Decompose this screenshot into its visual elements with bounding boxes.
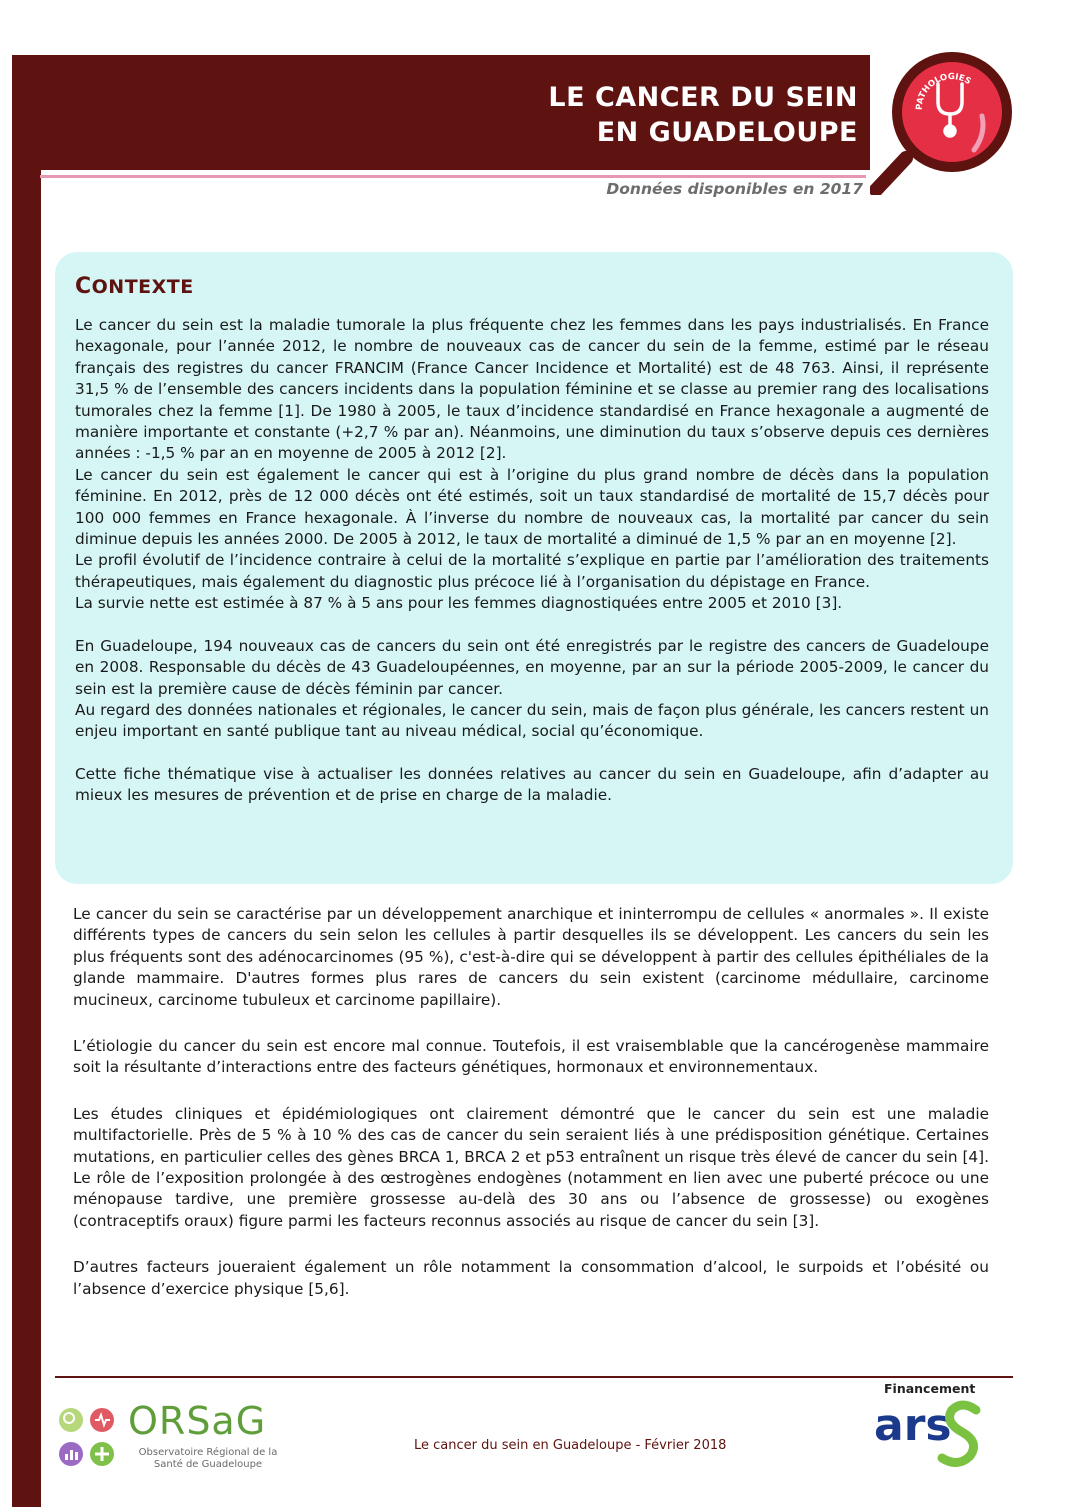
- magnifier-icon: [59, 1408, 83, 1432]
- left-sidebar-bar: [12, 55, 41, 1507]
- context-heading: [75, 274, 989, 299]
- context-heading-rest: ONTEXTE: [91, 276, 194, 298]
- page-title: [548, 80, 858, 150]
- main-body-text: [73, 904, 989, 1300]
- body-paragraph: D’autres facteurs joueraient également un rôle notamment la consommation d’alcool, le surpoids et l’obésité ou l’absence d’exercice physique [5,6].: [73, 1258, 989, 1298]
- body-paragraph: Le cancer du sein se caractérise par un développement anarchique et ininterrompu de cellules « anormales ». Il existe différents types de cancers du sein selon les cellules à partir desquelles ils se développent. Les cancers du sein les plus fréquents sont des adénocarcinomes (95 %), c'est-à-dire qui se développent à partir des cellules épithéliales de la glande mammaire. D'autres formes plus rares de cancers du sein existent (carcinome médullaire, carcinome mucineux, carcinome tubuleux et carcinome papillaire).: [73, 905, 989, 1009]
- body-paragraph: Les études cliniques et épidémiologiques ont clairement démontré que le cancer du sein est une maladie multifactorielle. Près de 5 % à 10 % des cas de cancer du sein seraient liés à une prédisposition génétique. Certaines mutations, en particulier celles des gènes BRCA 1, BRCA 2 et p53 entraînent un risque très élevé de cancer du sein [4]. Le rôle de l’exposition prolongée à des œstrogènes endogènes (notamment en lien avec une puberté précoce ou une ménopause tardive, une première grossesse au-delà des 30 ans ou l’absence de grossesse) ou exogènes (contraceptifs oraux) figure parmi les facteurs reconnus associés au risque de cancer du sein [3].: [73, 1104, 989, 1230]
- header-divider: [40, 175, 866, 178]
- context-paragraph: La survie nette est estimée à 87 % à 5 ans pour les femmes diagnostiquées entre 2005 et 2010 [3].: [75, 594, 843, 613]
- ars-logo: [872, 1398, 982, 1478]
- page-subtitle: Données disponibles en 2017: [606, 180, 863, 198]
- context-paragraph: En Guadeloupe, 194 nouveaux cas de cancers du sein ont été enregistrés par le registre des cancers de Guadeloupe en 2008. Responsable du décès de 43 Guadeloupéennes, en moyenne, par an sur la période 2005-2009, le cancer du sein est la première cause de décès féminin par cancer.: [75, 636, 989, 698]
- context-paragraph: Cette fiche thématique vise à actualiser les données relatives au cancer du sein en Guadeloupe, afin d’adapter au mieux les mesures de prévention et de prise en charge de la maladie.: [75, 764, 989, 805]
- footer-divider: [55, 1376, 1013, 1378]
- orsag-logo-subtitle: Observatoire Régional de la Santé de Guadeloupe: [138, 1447, 278, 1470]
- title-line-1: LE CANCER DU SEIN: [548, 82, 858, 113]
- context-paragraph: Au regard des données nationales et régionales, le cancer du sein, mais de façon plus générale, les cancers restent un enjeu important en santé publique tant au niveau médical, social qu’économique.: [75, 700, 989, 741]
- body-paragraph: L’étiologie du cancer du sein est encore mal connue. Toutefois, il est vraisemblable que la cancérogenèse mammaire soit la résultante d’interactions entre des facteurs génétiques, hormonaux et environnementaux.: [73, 1037, 989, 1077]
- orsag-logo-icons: [55, 1404, 125, 1474]
- financement-label: Financement: [884, 1381, 976, 1396]
- context-box: [55, 252, 1013, 884]
- context-paragraph: Le cancer du sein est également le cancer qui est à l’origine du plus grand nombre de décès dans la population féminine. En 2012, près de 12 000 décès ont été estimés, soit un taux standardisé de mortalité de 15,7 décès pour 100 000 femmes en France hexagonale. À l’inverse du nombre de nouveaux cas, la mortalité par cancer du sein diminue depuis les années 2000. De 2005 à 2012, le taux de mortalité a diminué de 1,5 % par an en moyenne [2].: [75, 465, 989, 549]
- context-paragraph: Le profil évolutif de l’incidence contraire à celui de la mortalité s’explique en partie par l’amélioration des traitements thérapeutiques, mais également du diagnostic plus précoce lié à l’organisation du dépistage en France.: [75, 551, 989, 591]
- ars-logo-text: ars: [874, 1400, 952, 1451]
- footer-caption: Le cancer du sein en Guadeloupe - Février 2018: [414, 1438, 727, 1453]
- title-line-2: EN GUADELOUPE: [596, 117, 858, 148]
- context-paragraph: Le cancer du sein est la maladie tumorale la plus fréquente chez les femmes dans les pays industrialisés. En France hexagonale, pour l’année 2012, le nombre de nouveaux cas de cancer du sein de la femme, estimé par le réseau français des registres du cancer FRANCIM (France Cancer Incidence et Mortalité) est de 48 763. Ainsi, il représente 31,5 % de l’ensemble des cancers incidents dans la population féminine et se classe au premier rang des localisations tumorales chez la femme [1]. De 1980 à 2005, le taux d’incidence standardisé en France hexagonale a augmenté de manière importante et constante (+2,7 % par an). Néanmoins, une diminution du taux s’observe depuis ces dernières années : -1,5 % par an en moyenne de 2005 à 2012 [2].: [75, 316, 989, 463]
- badge-label: PATHOLOGIES: [914, 72, 973, 111]
- orsag-logo-text: ORSaG: [128, 1399, 267, 1443]
- pathologies-badge: [870, 50, 1015, 195]
- context-heading-cap: C: [75, 274, 92, 299]
